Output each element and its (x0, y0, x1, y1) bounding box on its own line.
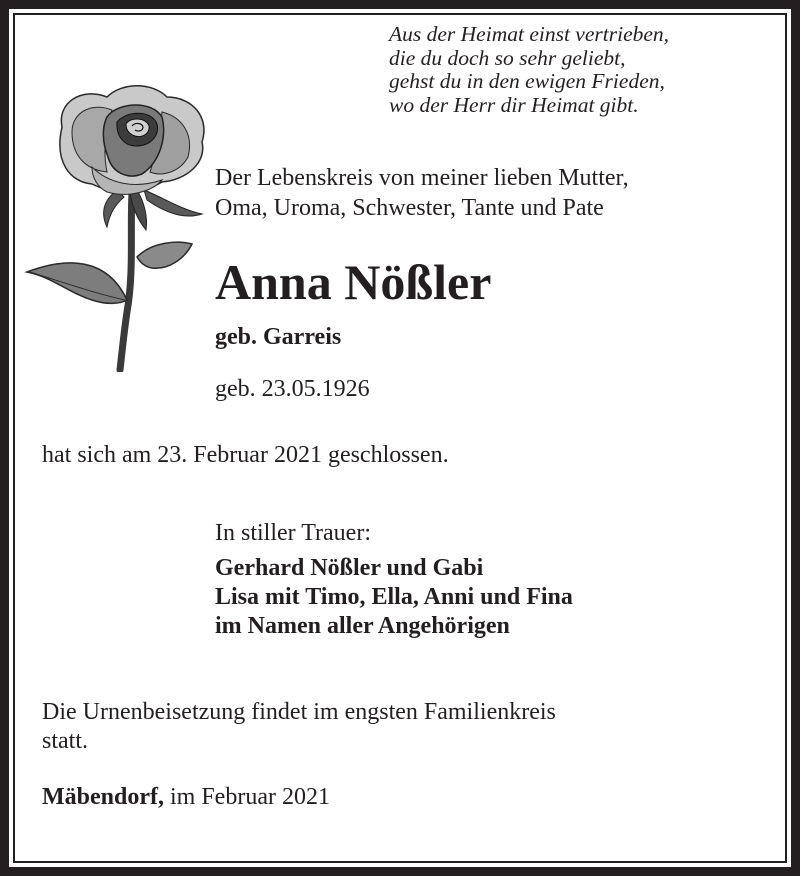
poem (389, 23, 669, 117)
mourning-label: In stiller Trauer: (215, 520, 371, 546)
burial-line: statt. (42, 728, 88, 754)
intro-line: Der Lebenskreis von meiner lieben Mutter, (215, 165, 629, 191)
intro-text (215, 163, 629, 223)
signoff-place: Mäbendorf, (42, 784, 164, 810)
mourner-line: Gerhard Nößler und Gabi (215, 555, 484, 581)
poem-line: die du doch so sehr geliebt, (389, 45, 626, 70)
poem-line: Aus der Heimat einst vertrieben, (389, 22, 670, 46)
mourner-line: im Namen aller Angehörigen (215, 613, 510, 639)
signoff-date: im Februar 2021 (164, 784, 330, 810)
poem-line: wo der Herr dir Heimat gibt. (389, 92, 639, 117)
deceased-name: Anna Nößler (215, 254, 492, 310)
burial-notice (42, 698, 556, 756)
poem-line: gehst du in den ewigen Frieden, (389, 69, 665, 93)
burial-line: Die Urnenbeisetzung findet im engsten Familienkreis (42, 699, 556, 725)
intro-line: Oma, Uroma, Schwester, Tante und Pate (215, 195, 604, 221)
closing-statement: hat sich am 23. Februar 2021 geschlossen. (42, 442, 449, 468)
mourners-list (215, 554, 573, 641)
maiden-name: geb. Garreis (215, 324, 342, 350)
mourner-line: Lisa mit Timo, Ella, Anni und Fina (215, 584, 573, 610)
signoff (42, 782, 330, 812)
rose-icon (12, 72, 212, 372)
birth-date: geb. 23.05.1926 (215, 376, 370, 402)
